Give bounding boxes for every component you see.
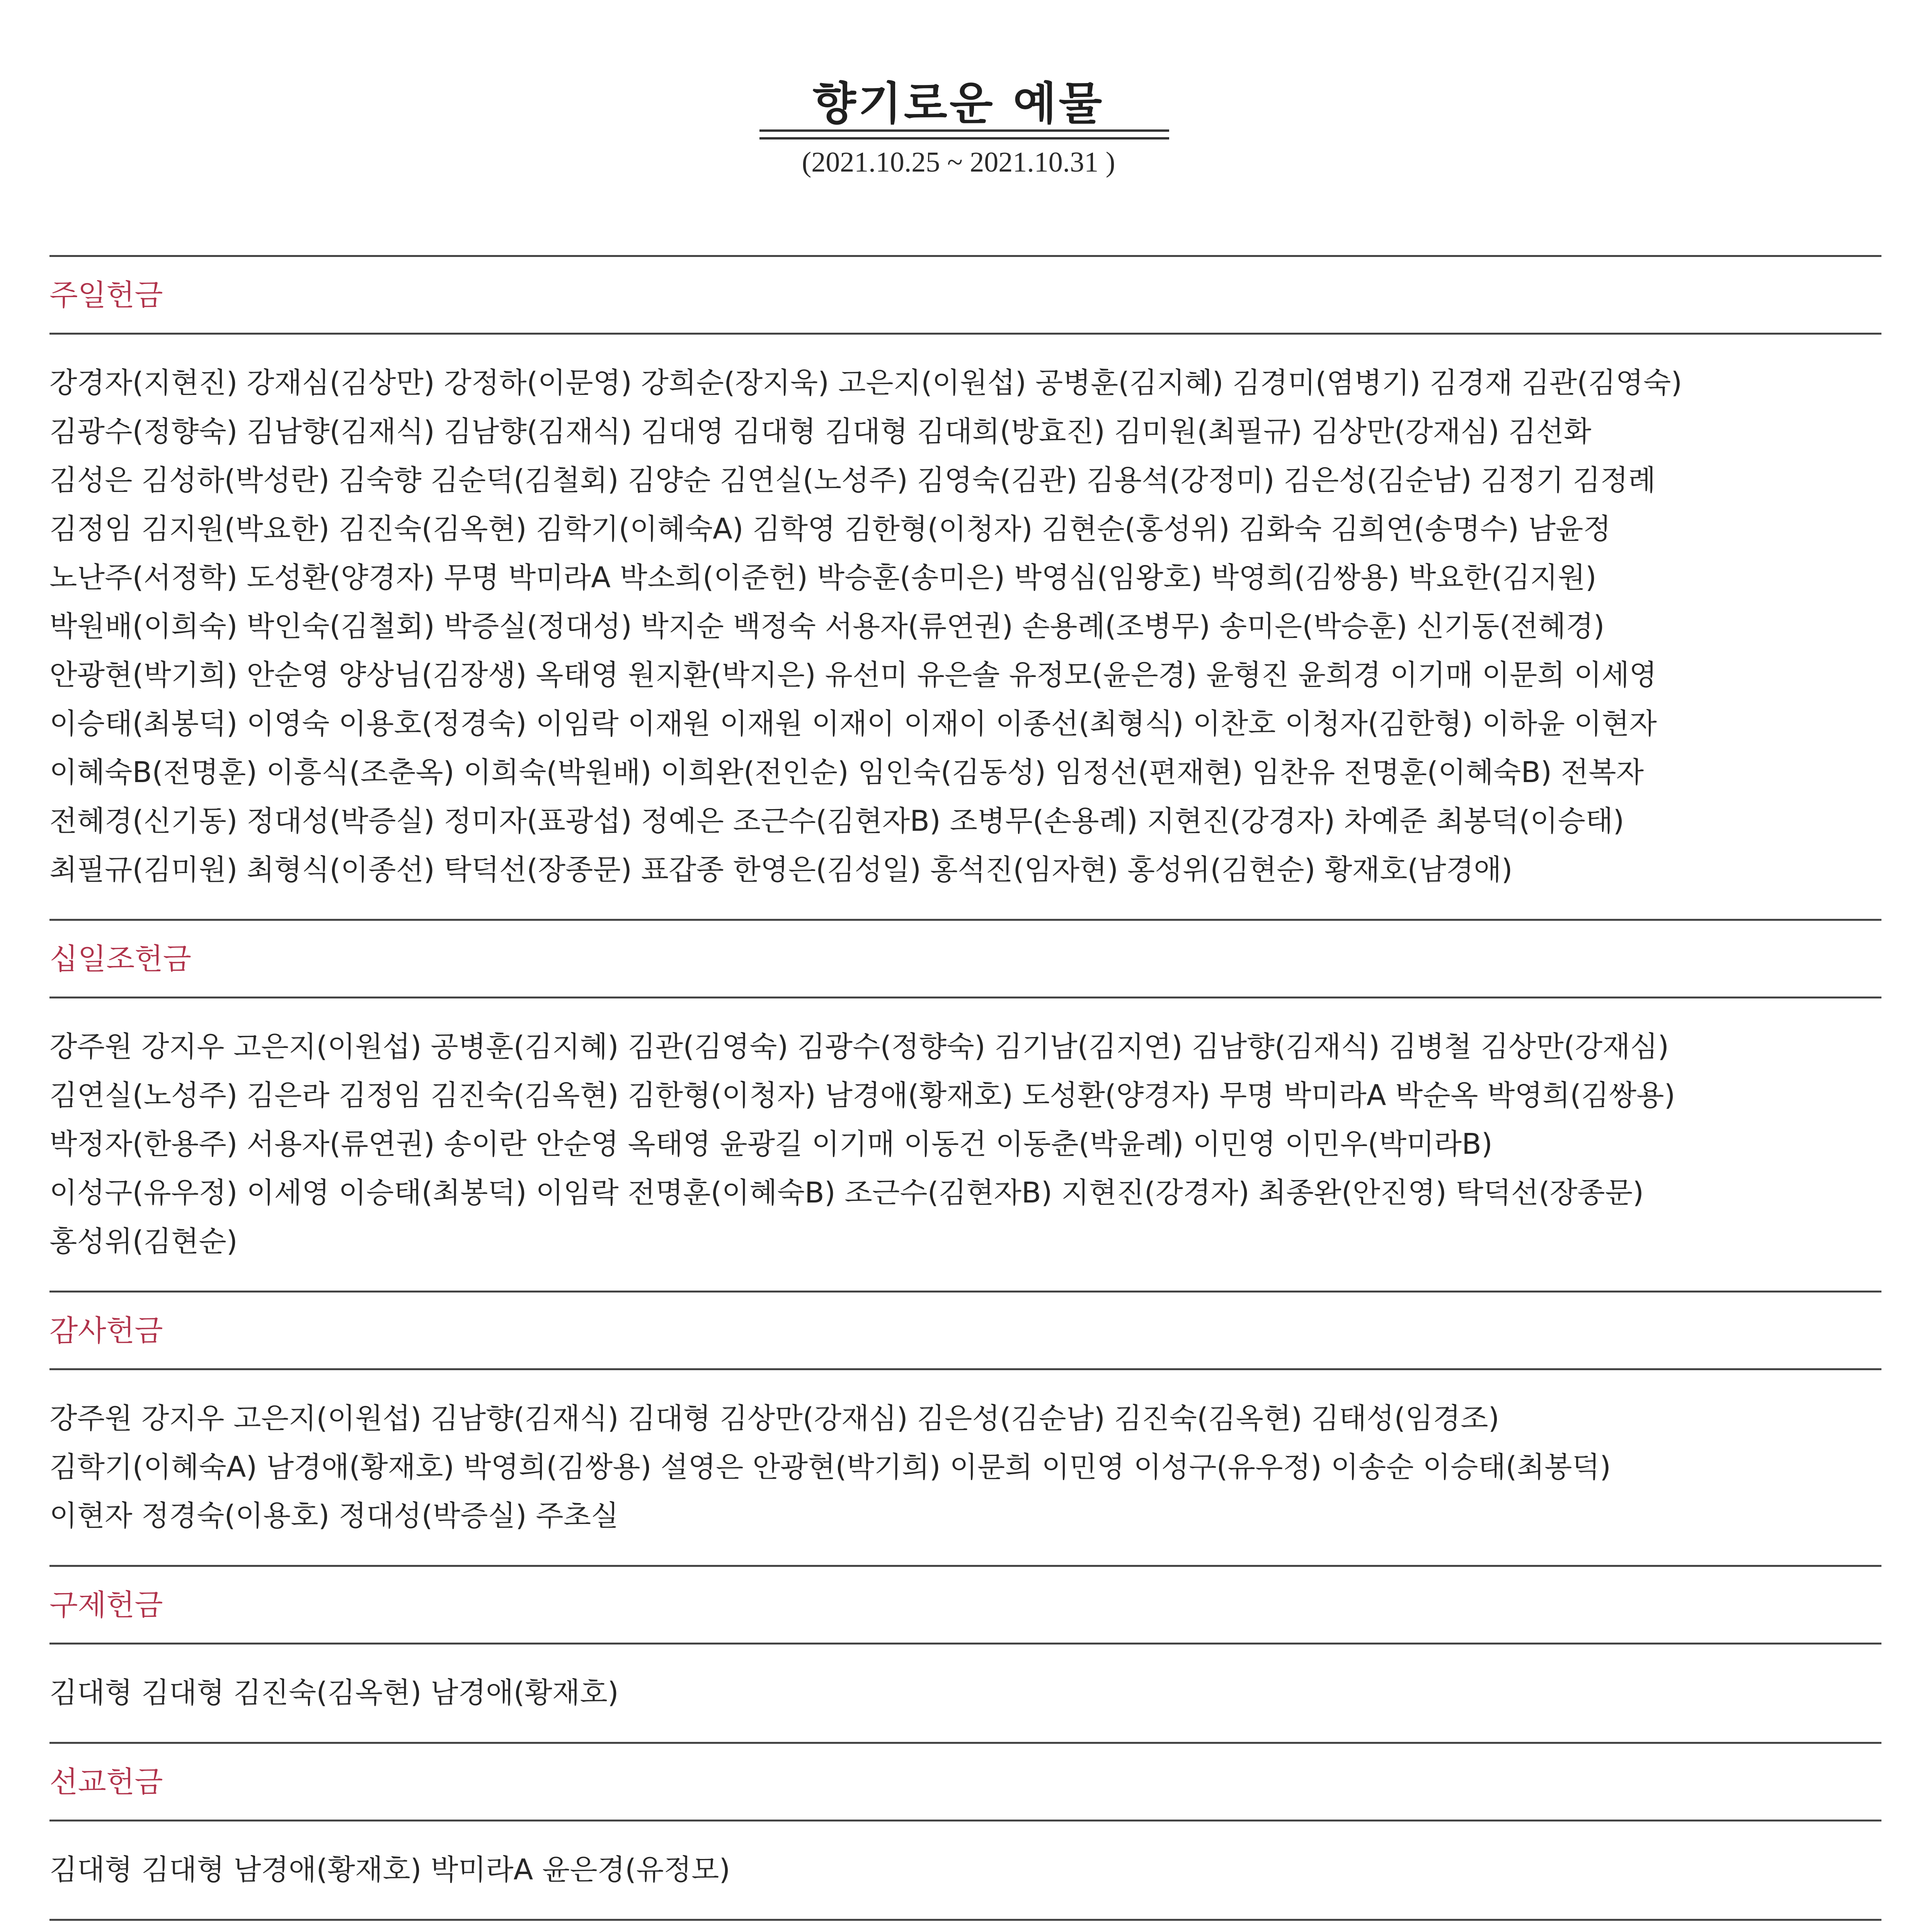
section-body <box>49 359 1881 894</box>
period-subtitle: (2021.10.25 ~ 2021.10.31 ) <box>802 146 1115 178</box>
donor-list-line: 전혜경(신기동) 정대성(박증실) 정미자(표광섭) 정예은 조근수(김현자B) 조병무(손용례) 지현진(강경자) 차예준 최봉덕(이승태) <box>49 804 1624 838</box>
donor-list-line: 이성구(유우정) 이세영 이승태(최봉덕) 이임락 전명훈(이혜숙B) 조근수(김현자B) 지현진(강경자) 최종완(안진영) 탁덕선(장종문) <box>49 1176 1644 1209</box>
section-divider <box>49 255 1881 257</box>
donor-list-line: 노난주(서정학) 도성환(양경자) 무명 박미라A 박소희(이준헌) 박승훈(송미은) 박영심(임왕호) 박영희(김쌍용) 박요한(김지원) <box>49 561 1597 594</box>
section-title: 십일조헌금 <box>49 942 192 976</box>
donor-list-line: 강경자(지현진) 강재심(김상만) 강정하(이문영) 강희순(장지욱) 고은지(이원섭) 공병훈(김지혜) 김경미(염병기) 김경재 김관(김영숙) <box>49 366 1682 400</box>
section-body <box>49 1845 1881 1894</box>
title-underline-top <box>759 129 1169 132</box>
section-divider <box>49 919 1881 921</box>
section-title: 선교헌금 <box>49 1765 163 1799</box>
section-body <box>49 1394 1881 1540</box>
offering-list <box>49 255 1881 1932</box>
section-divider <box>49 333 1881 335</box>
section-divider <box>49 1919 1881 1921</box>
donor-list-line: 김광수(정향숙) 김남향(김재식) 김남향(김재식) 김대영 김대형 김대형 김대희(방효진) 김미원(최필규) 김상만(강재심) 김선화 <box>49 415 1592 448</box>
section-divider <box>49 1368 1881 1370</box>
donor-list-line: 김연실(노성주) 김은라 김정임 김진숙(김옥현) 김한형(이청자) 남경애(황재호) 도성환(양경자) 무명 박미라A 박순옥 박영희(김쌍용) <box>49 1079 1675 1112</box>
section-divider <box>49 1742 1881 1744</box>
section-divider <box>49 1820 1881 1821</box>
donor-list-line: 이현자 정경숙(이용호) 정대성(박증실) 주초실 <box>49 1499 619 1532</box>
section-divider <box>49 1565 1881 1567</box>
donor-list-line: 강주원 강지우 고은지(이원섭) 김남향(김재식) 김대형 김상만(강재심) 김은성(김순남) 김진숙(김옥현) 김태성(임경조) <box>49 1402 1500 1435</box>
donor-list-line: 박정자(한용주) 서용자(류연권) 송이란 안순영 옥태영 윤광길 이기매 이동건 이동춘(박윤례) 이민영 이민우(박미라B) <box>49 1128 1493 1161</box>
section-body <box>49 1668 1881 1717</box>
donor-list-line: 안광현(박기희) 안순영 양상님(김장생) 옥태영 원지환(박지은) 유선미 유은솔 유정모(윤은경) 윤형진 윤희경 이기매 이문희 이세영 <box>49 658 1657 692</box>
title-underline-bottom <box>759 137 1169 139</box>
donor-list-line: 김대형 김대형 남경애(황재호) 박미라A 윤은경(유정모) <box>49 1853 730 1886</box>
section-title: 주일헌금 <box>49 278 163 312</box>
page-title: 향기로운 예물 <box>812 78 1105 130</box>
donor-list-line: 김대형 김대형 김진숙(김옥현) 남경애(황재호) <box>49 1676 619 1709</box>
section-divider <box>49 1643 1881 1645</box>
donor-list-line: 김학기(이혜숙A) 남경애(황재호) 박영희(김쌍용) 설영은 안광현(박기희) 이문희 이민영 이성구(유우정) 이송순 이승태(최봉덕) <box>49 1451 1611 1484</box>
section-body <box>49 1022 1881 1266</box>
donor-list-line: 이혜숙B(전명훈) 이흥식(조춘옥) 이희숙(박원배) 이희완(전인순) 임인숙(김동성) 임정선(편재현) 임찬유 전명훈(이혜숙B) 전복자 <box>49 756 1644 789</box>
donor-list-line: 이승태(최봉덕) 이영숙 이용호(정경숙) 이임락 이재원 이재원 이재이 이재이 이종선(최형식) 이찬호 이청자(김한형) 이하윤 이현자 <box>49 707 1657 740</box>
section-title: 감사헌금 <box>49 1313 163 1348</box>
donor-list-line: 강주원 강지우 고은지(이원섭) 공병훈(김지혜) 김관(김영숙) 김광수(정향숙) 김기남(김지연) 김남향(김재식) 김병철 김상만(강재심) <box>49 1030 1669 1063</box>
section-divider <box>49 1291 1881 1293</box>
donor-list-line: 박원배(이희숙) 박인숙(김철회) 박증실(정대성) 박지순 백정숙 서용자(류연권) 손용례(조병무) 송미은(박승훈) 신기동(전혜경) <box>49 610 1605 643</box>
donor-list-line: 홍성위(김현순) <box>49 1225 238 1258</box>
section-divider <box>49 997 1881 998</box>
donor-list-line: 김성은 김성하(박성란) 김숙향 김순덕(김철회) 김양순 김연실(노성주) 김영숙(김관) 김용석(강정미) 김은성(김순남) 김정기 김정례 <box>49 464 1656 497</box>
section-title: 구제헌금 <box>49 1588 163 1622</box>
donor-list-line: 최필규(김미원) 최형식(이종선) 탁덕선(장종문) 표갑종 한영은(김성일) 홍석진(임자현) 홍성위(김현순) 황재호(남경애) <box>49 853 1513 886</box>
donor-list-line: 김정임 김지원(박요한) 김진숙(김옥현) 김학기(이혜숙A) 김학영 김한형(이청자) 김현순(홍성위) 김화숙 김희연(송명수) 남윤정 <box>49 512 1611 546</box>
